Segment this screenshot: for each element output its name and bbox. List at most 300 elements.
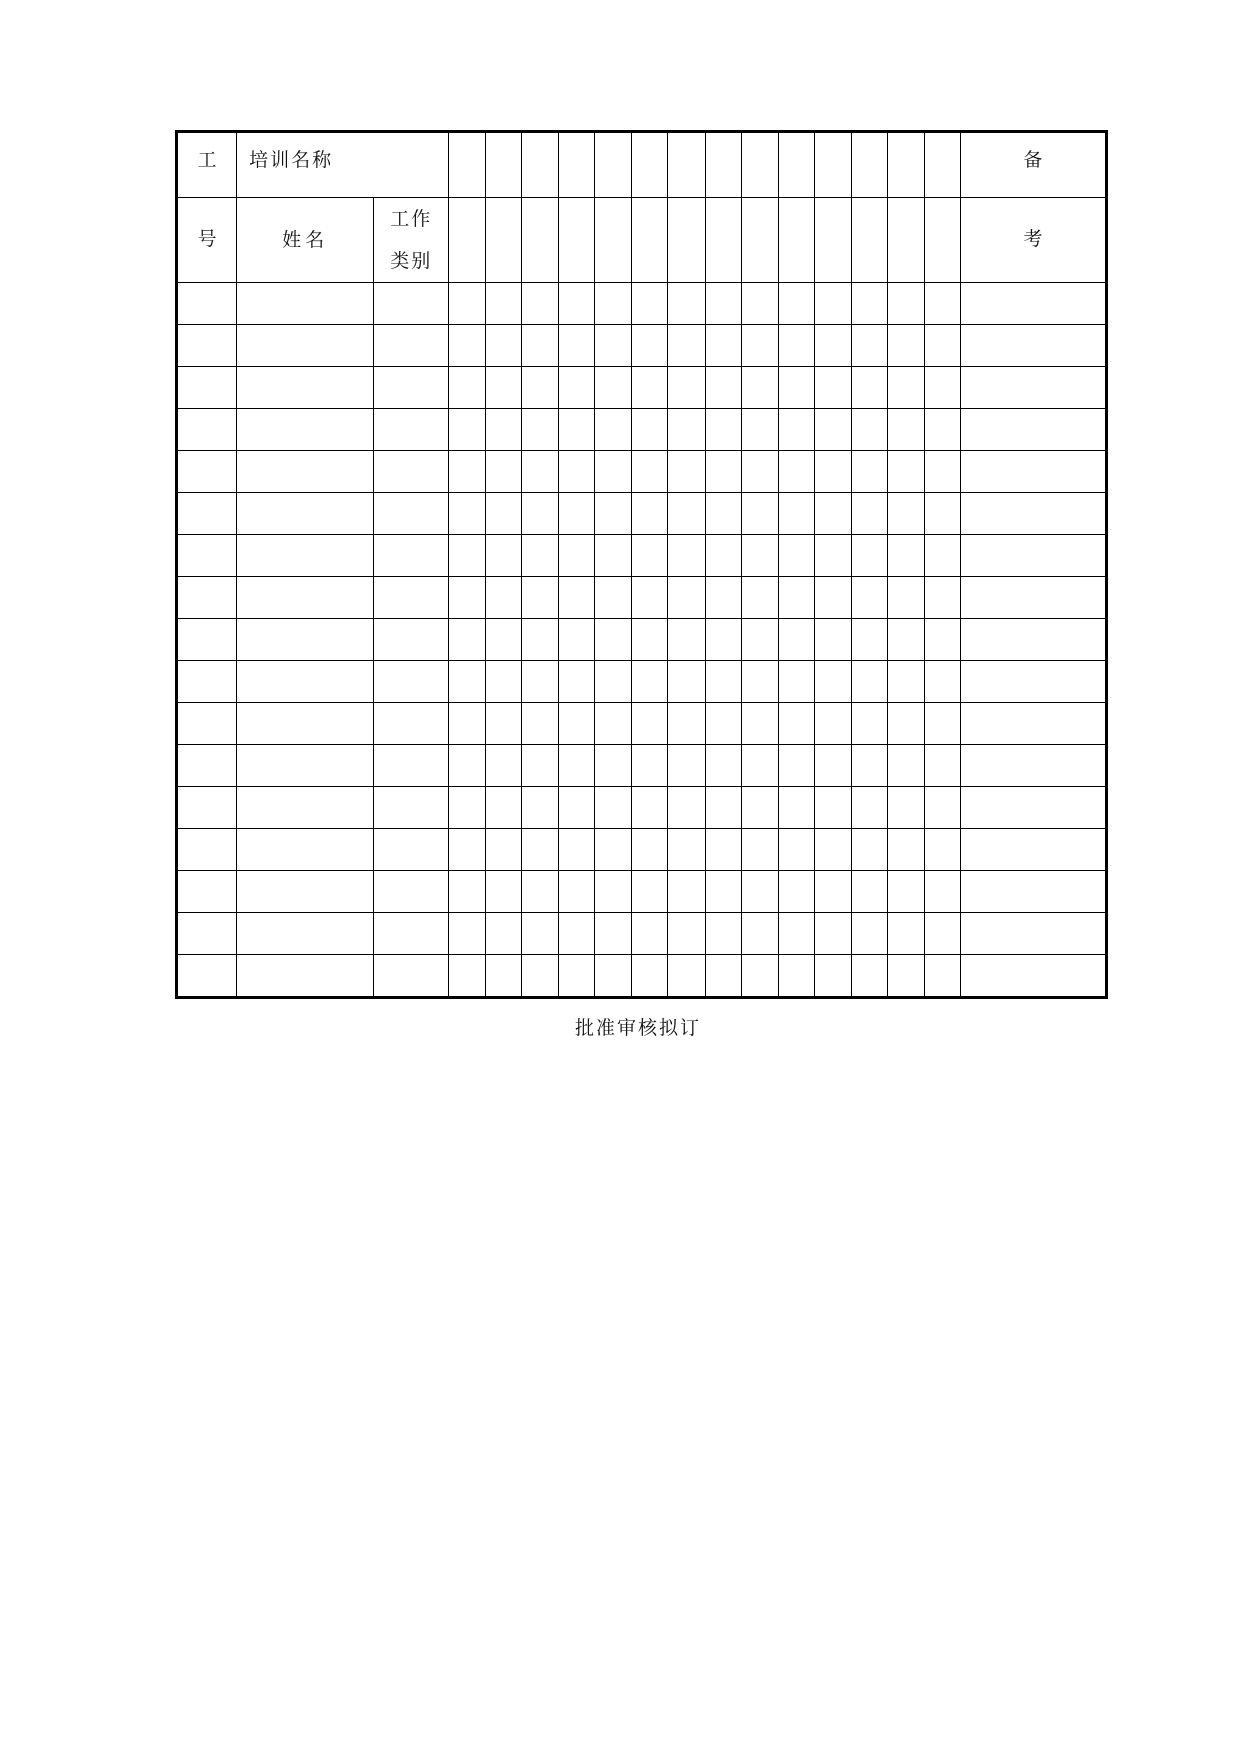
training-slot-cell[interactable] — [741, 745, 778, 787]
training-slot-header[interactable] — [814, 132, 851, 198]
employee-id-cell[interactable] — [177, 283, 237, 325]
name-cell[interactable] — [237, 409, 374, 451]
training-slot-cell[interactable] — [741, 451, 778, 493]
training-slot-cell[interactable] — [851, 829, 887, 871]
training-slot-cell[interactable] — [595, 913, 632, 955]
employee-id-cell[interactable] — [177, 493, 237, 535]
training-slot-cell[interactable] — [705, 493, 741, 535]
training-slot-cell[interactable] — [814, 829, 851, 871]
training-slot-cell[interactable] — [924, 283, 960, 325]
training-slot-cell[interactable] — [559, 283, 595, 325]
training-slot-cell[interactable] — [887, 198, 924, 283]
training-slot-cell[interactable] — [741, 913, 778, 955]
training-slot-cell[interactable] — [814, 913, 851, 955]
training-slot-cell[interactable] — [814, 325, 851, 367]
training-slot-cell[interactable] — [851, 493, 887, 535]
training-slot-cell[interactable] — [851, 619, 887, 661]
training-slot-cell[interactable] — [814, 871, 851, 913]
training-slot-cell[interactable] — [814, 367, 851, 409]
training-slot-cell[interactable] — [632, 703, 668, 745]
training-slot-cell[interactable] — [522, 577, 559, 619]
training-slot-cell[interactable] — [559, 955, 595, 998]
training-slot-cell[interactable] — [705, 829, 741, 871]
training-slot-cell[interactable] — [887, 955, 924, 998]
training-slot-cell[interactable] — [449, 703, 486, 745]
training-slot-cell[interactable] — [814, 661, 851, 703]
training-slot-cell[interactable] — [559, 325, 595, 367]
training-slot-cell[interactable] — [851, 787, 887, 829]
training-slot-cell[interactable] — [924, 787, 960, 829]
job-type-cell[interactable] — [374, 535, 449, 577]
notes-cell[interactable] — [960, 661, 1106, 703]
job-type-cell[interactable] — [374, 451, 449, 493]
training-slot-cell[interactable] — [924, 325, 960, 367]
training-slot-header[interactable] — [595, 132, 632, 198]
training-slot-cell[interactable] — [632, 325, 668, 367]
training-slot-cell[interactable] — [851, 367, 887, 409]
training-slot-cell[interactable] — [522, 493, 559, 535]
employee-id-cell[interactable] — [177, 577, 237, 619]
training-slot-header[interactable] — [632, 132, 668, 198]
training-slot-cell[interactable] — [814, 619, 851, 661]
training-slot-cell[interactable] — [778, 535, 814, 577]
training-slot-cell[interactable] — [486, 283, 522, 325]
training-slot-cell[interactable] — [522, 367, 559, 409]
training-slot-cell[interactable] — [924, 871, 960, 913]
training-slot-cell[interactable] — [486, 703, 522, 745]
training-slot-cell[interactable] — [486, 787, 522, 829]
training-slot-cell[interactable] — [449, 661, 486, 703]
training-slot-cell[interactable] — [486, 871, 522, 913]
training-slot-cell[interactable] — [522, 451, 559, 493]
training-slot-cell[interactable] — [705, 871, 741, 913]
employee-id-cell[interactable] — [177, 871, 237, 913]
job-type-cell[interactable] — [374, 325, 449, 367]
training-slot-cell[interactable] — [814, 745, 851, 787]
training-slot-cell[interactable] — [741, 325, 778, 367]
training-slot-cell[interactable] — [887, 829, 924, 871]
training-slot-cell[interactable] — [449, 283, 486, 325]
training-slot-cell[interactable] — [449, 493, 486, 535]
job-type-cell[interactable] — [374, 367, 449, 409]
training-slot-cell[interactable] — [486, 955, 522, 998]
training-slot-cell[interactable] — [559, 871, 595, 913]
training-slot-cell[interactable] — [705, 703, 741, 745]
training-slot-cell[interactable] — [486, 535, 522, 577]
training-slot-cell[interactable] — [449, 409, 486, 451]
training-slot-cell[interactable] — [814, 283, 851, 325]
training-slot-cell[interactable] — [486, 451, 522, 493]
training-slot-cell[interactable] — [778, 325, 814, 367]
notes-cell[interactable] — [960, 451, 1106, 493]
training-slot-cell[interactable] — [705, 535, 741, 577]
training-slot-cell[interactable] — [778, 409, 814, 451]
training-slot-header[interactable] — [449, 132, 486, 198]
employee-id-cell[interactable] — [177, 703, 237, 745]
training-slot-cell[interactable] — [522, 787, 559, 829]
training-slot-cell[interactable] — [887, 535, 924, 577]
training-slot-cell[interactable] — [705, 325, 741, 367]
training-slot-cell[interactable] — [668, 703, 705, 745]
training-slot-cell[interactable] — [486, 745, 522, 787]
name-cell[interactable] — [237, 535, 374, 577]
name-cell[interactable] — [237, 829, 374, 871]
training-slot-cell[interactable] — [449, 871, 486, 913]
training-slot-cell[interactable] — [778, 619, 814, 661]
job-type-cell[interactable] — [374, 493, 449, 535]
training-slot-cell[interactable] — [668, 619, 705, 661]
training-slot-cell[interactable] — [851, 871, 887, 913]
training-slot-cell[interactable] — [668, 493, 705, 535]
training-slot-cell[interactable] — [814, 955, 851, 998]
job-type-cell[interactable] — [374, 745, 449, 787]
training-slot-cell[interactable] — [449, 619, 486, 661]
training-slot-cell[interactable] — [705, 661, 741, 703]
training-slot-header[interactable] — [778, 132, 814, 198]
training-slot-cell[interactable] — [778, 829, 814, 871]
notes-cell[interactable] — [960, 955, 1106, 998]
training-slot-header[interactable] — [668, 132, 705, 198]
job-type-cell[interactable] — [374, 787, 449, 829]
notes-cell[interactable] — [960, 409, 1106, 451]
training-slot-cell[interactable] — [741, 577, 778, 619]
training-slot-cell[interactable] — [632, 955, 668, 998]
training-slot-cell[interactable] — [632, 913, 668, 955]
name-cell[interactable] — [237, 451, 374, 493]
training-slot-cell[interactable] — [814, 451, 851, 493]
training-slot-cell[interactable] — [887, 409, 924, 451]
training-slot-cell[interactable] — [595, 955, 632, 998]
training-slot-cell[interactable] — [522, 198, 559, 283]
training-slot-cell[interactable] — [924, 451, 960, 493]
training-slot-cell[interactable] — [778, 283, 814, 325]
training-slot-cell[interactable] — [595, 409, 632, 451]
training-slot-cell[interactable] — [778, 493, 814, 535]
training-slot-cell[interactable] — [924, 535, 960, 577]
training-slot-cell[interactable] — [522, 535, 559, 577]
training-slot-cell[interactable] — [778, 367, 814, 409]
training-slot-cell[interactable] — [668, 871, 705, 913]
training-slot-cell[interactable] — [924, 198, 960, 283]
notes-cell[interactable] — [960, 535, 1106, 577]
training-slot-cell[interactable] — [887, 283, 924, 325]
training-slot-cell[interactable] — [741, 703, 778, 745]
training-slot-cell[interactable] — [705, 367, 741, 409]
training-slot-cell[interactable] — [559, 409, 595, 451]
training-slot-cell[interactable] — [778, 745, 814, 787]
training-slot-cell[interactable] — [814, 577, 851, 619]
training-slot-cell[interactable] — [705, 787, 741, 829]
employee-id-cell[interactable] — [177, 745, 237, 787]
training-slot-cell[interactable] — [595, 661, 632, 703]
training-slot-cell[interactable] — [486, 198, 522, 283]
training-slot-cell[interactable] — [449, 535, 486, 577]
training-slot-cell[interactable] — [449, 367, 486, 409]
job-type-cell[interactable] — [374, 871, 449, 913]
training-slot-cell[interactable] — [851, 913, 887, 955]
training-slot-cell[interactable] — [705, 913, 741, 955]
training-slot-cell[interactable] — [449, 955, 486, 998]
training-slot-cell[interactable] — [632, 871, 668, 913]
training-slot-cell[interactable] — [559, 619, 595, 661]
training-slot-cell[interactable] — [559, 745, 595, 787]
training-slot-cell[interactable] — [705, 619, 741, 661]
employee-id-cell[interactable] — [177, 535, 237, 577]
employee-id-cell[interactable] — [177, 955, 237, 998]
training-slot-cell[interactable] — [632, 198, 668, 283]
training-slot-cell[interactable] — [595, 451, 632, 493]
training-slot-cell[interactable] — [778, 787, 814, 829]
employee-id-cell[interactable] — [177, 367, 237, 409]
training-slot-cell[interactable] — [851, 745, 887, 787]
training-slot-cell[interactable] — [887, 493, 924, 535]
training-slot-cell[interactable] — [778, 871, 814, 913]
training-slot-cell[interactable] — [595, 577, 632, 619]
training-slot-cell[interactable] — [705, 283, 741, 325]
employee-id-cell[interactable] — [177, 325, 237, 367]
name-cell[interactable] — [237, 871, 374, 913]
training-slot-cell[interactable] — [887, 871, 924, 913]
training-slot-cell[interactable] — [741, 787, 778, 829]
employee-id-cell[interactable] — [177, 829, 237, 871]
name-cell[interactable] — [237, 661, 374, 703]
training-slot-cell[interactable] — [449, 451, 486, 493]
training-slot-cell[interactable] — [924, 661, 960, 703]
training-slot-cell[interactable] — [632, 283, 668, 325]
training-slot-cell[interactable] — [486, 367, 522, 409]
training-slot-cell[interactable] — [595, 325, 632, 367]
job-type-cell[interactable] — [374, 913, 449, 955]
training-slot-cell[interactable] — [741, 661, 778, 703]
training-slot-cell[interactable] — [522, 325, 559, 367]
training-slot-header[interactable] — [887, 132, 924, 198]
training-slot-cell[interactable] — [668, 367, 705, 409]
training-slot-cell[interactable] — [522, 829, 559, 871]
training-slot-cell[interactable] — [595, 871, 632, 913]
training-slot-cell[interactable] — [851, 703, 887, 745]
training-slot-cell[interactable] — [924, 955, 960, 998]
notes-cell[interactable] — [960, 829, 1106, 871]
training-slot-cell[interactable] — [851, 409, 887, 451]
job-type-cell[interactable] — [374, 409, 449, 451]
employee-id-cell[interactable] — [177, 787, 237, 829]
training-slot-cell[interactable] — [705, 955, 741, 998]
training-slot-cell[interactable] — [814, 787, 851, 829]
training-slot-header[interactable] — [705, 132, 741, 198]
notes-cell[interactable] — [960, 913, 1106, 955]
notes-cell[interactable] — [960, 619, 1106, 661]
training-slot-cell[interactable] — [595, 787, 632, 829]
training-slot-cell[interactable] — [595, 535, 632, 577]
training-slot-cell[interactable] — [449, 829, 486, 871]
training-slot-cell[interactable] — [449, 787, 486, 829]
training-slot-cell[interactable] — [522, 661, 559, 703]
training-slot-cell[interactable] — [559, 703, 595, 745]
training-slot-cell[interactable] — [632, 535, 668, 577]
training-slot-cell[interactable] — [814, 409, 851, 451]
training-slot-cell[interactable] — [814, 535, 851, 577]
training-slot-cell[interactable] — [778, 198, 814, 283]
name-cell[interactable] — [237, 325, 374, 367]
training-slot-cell[interactable] — [449, 198, 486, 283]
training-slot-cell[interactable] — [668, 325, 705, 367]
employee-id-cell[interactable] — [177, 913, 237, 955]
training-slot-cell[interactable] — [559, 577, 595, 619]
training-slot-cell[interactable] — [668, 451, 705, 493]
training-slot-cell[interactable] — [851, 198, 887, 283]
training-slot-cell[interactable] — [887, 745, 924, 787]
training-slot-cell[interactable] — [778, 955, 814, 998]
training-slot-cell[interactable] — [851, 283, 887, 325]
training-slot-cell[interactable] — [814, 703, 851, 745]
training-slot-cell[interactable] — [924, 703, 960, 745]
training-slot-cell[interactable] — [522, 283, 559, 325]
training-slot-cell[interactable] — [595, 703, 632, 745]
training-slot-cell[interactable] — [449, 577, 486, 619]
training-slot-cell[interactable] — [595, 493, 632, 535]
training-slot-cell[interactable] — [668, 829, 705, 871]
training-slot-cell[interactable] — [924, 409, 960, 451]
training-slot-cell[interactable] — [741, 409, 778, 451]
training-slot-cell[interactable] — [449, 325, 486, 367]
job-type-cell[interactable] — [374, 283, 449, 325]
training-slot-cell[interactable] — [851, 325, 887, 367]
training-slot-cell[interactable] — [522, 619, 559, 661]
training-slot-cell[interactable] — [595, 745, 632, 787]
training-slot-cell[interactable] — [778, 703, 814, 745]
training-slot-cell[interactable] — [486, 913, 522, 955]
training-slot-cell[interactable] — [705, 198, 741, 283]
training-slot-cell[interactable] — [924, 745, 960, 787]
training-slot-header[interactable] — [486, 132, 522, 198]
employee-id-cell[interactable] — [177, 661, 237, 703]
training-slot-cell[interactable] — [668, 283, 705, 325]
training-slot-cell[interactable] — [559, 198, 595, 283]
notes-cell[interactable] — [960, 283, 1106, 325]
training-slot-cell[interactable] — [924, 577, 960, 619]
employee-id-cell[interactable] — [177, 619, 237, 661]
training-slot-cell[interactable] — [632, 493, 668, 535]
training-slot-cell[interactable] — [924, 913, 960, 955]
name-cell[interactable] — [237, 787, 374, 829]
training-slot-cell[interactable] — [522, 409, 559, 451]
training-slot-cell[interactable] — [449, 913, 486, 955]
training-slot-cell[interactable] — [741, 871, 778, 913]
training-slot-cell[interactable] — [887, 619, 924, 661]
training-slot-cell[interactable] — [486, 661, 522, 703]
training-slot-cell[interactable] — [668, 577, 705, 619]
notes-cell[interactable] — [960, 325, 1106, 367]
training-slot-cell[interactable] — [559, 787, 595, 829]
training-slot-cell[interactable] — [778, 913, 814, 955]
training-slot-header[interactable] — [851, 132, 887, 198]
notes-cell[interactable] — [960, 703, 1106, 745]
job-type-cell[interactable] — [374, 829, 449, 871]
training-slot-header[interactable] — [924, 132, 960, 198]
notes-cell[interactable] — [960, 493, 1106, 535]
training-slot-cell[interactable] — [522, 703, 559, 745]
training-slot-cell[interactable] — [486, 577, 522, 619]
training-slot-cell[interactable] — [851, 535, 887, 577]
training-slot-cell[interactable] — [741, 535, 778, 577]
training-slot-cell[interactable] — [705, 745, 741, 787]
training-slot-cell[interactable] — [486, 619, 522, 661]
training-slot-cell[interactable] — [887, 661, 924, 703]
training-slot-cell[interactable] — [668, 198, 705, 283]
training-slot-cell[interactable] — [559, 493, 595, 535]
training-slot-cell[interactable] — [887, 367, 924, 409]
training-slot-cell[interactable] — [522, 745, 559, 787]
training-slot-cell[interactable] — [887, 451, 924, 493]
training-slot-cell[interactable] — [595, 829, 632, 871]
name-cell[interactable] — [237, 703, 374, 745]
training-slot-cell[interactable] — [741, 493, 778, 535]
training-slot-cell[interactable] — [595, 283, 632, 325]
training-slot-cell[interactable] — [632, 577, 668, 619]
training-slot-cell[interactable] — [705, 409, 741, 451]
training-slot-cell[interactable] — [595, 619, 632, 661]
training-slot-cell[interactable] — [668, 913, 705, 955]
training-slot-cell[interactable] — [632, 367, 668, 409]
job-type-cell[interactable] — [374, 577, 449, 619]
name-cell[interactable] — [237, 619, 374, 661]
notes-cell[interactable] — [960, 577, 1106, 619]
job-type-cell[interactable] — [374, 661, 449, 703]
name-cell[interactable] — [237, 955, 374, 998]
training-slot-cell[interactable] — [632, 745, 668, 787]
employee-id-cell[interactable] — [177, 451, 237, 493]
training-slot-cell[interactable] — [668, 661, 705, 703]
training-slot-cell[interactable] — [705, 577, 741, 619]
training-slot-cell[interactable] — [778, 577, 814, 619]
training-slot-cell[interactable] — [559, 829, 595, 871]
training-slot-cell[interactable] — [559, 367, 595, 409]
training-slot-cell[interactable] — [668, 745, 705, 787]
training-slot-cell[interactable] — [814, 493, 851, 535]
training-slot-cell[interactable] — [668, 787, 705, 829]
training-slot-cell[interactable] — [559, 535, 595, 577]
training-slot-cell[interactable] — [924, 493, 960, 535]
training-slot-cell[interactable] — [522, 955, 559, 998]
training-slot-cell[interactable] — [851, 577, 887, 619]
training-slot-cell[interactable] — [632, 451, 668, 493]
training-slot-header[interactable] — [741, 132, 778, 198]
training-slot-cell[interactable] — [778, 451, 814, 493]
training-slot-cell[interactable] — [559, 451, 595, 493]
training-slot-cell[interactable] — [851, 955, 887, 998]
training-slot-cell[interactable] — [741, 619, 778, 661]
training-slot-cell[interactable] — [705, 451, 741, 493]
training-slot-cell[interactable] — [814, 198, 851, 283]
training-slot-cell[interactable] — [924, 367, 960, 409]
notes-cell[interactable] — [960, 367, 1106, 409]
training-slot-cell[interactable] — [595, 198, 632, 283]
training-slot-cell[interactable] — [522, 913, 559, 955]
training-slot-cell[interactable] — [887, 913, 924, 955]
training-slot-cell[interactable] — [851, 661, 887, 703]
training-slot-cell[interactable] — [559, 661, 595, 703]
name-cell[interactable] — [237, 493, 374, 535]
training-slot-header[interactable] — [522, 132, 559, 198]
notes-cell[interactable] — [960, 787, 1106, 829]
name-cell[interactable] — [237, 577, 374, 619]
training-slot-cell[interactable] — [632, 619, 668, 661]
job-type-cell[interactable] — [374, 703, 449, 745]
employee-id-cell[interactable] — [177, 409, 237, 451]
name-cell[interactable] — [237, 745, 374, 787]
training-slot-cell[interactable] — [632, 829, 668, 871]
training-slot-cell[interactable] — [741, 283, 778, 325]
